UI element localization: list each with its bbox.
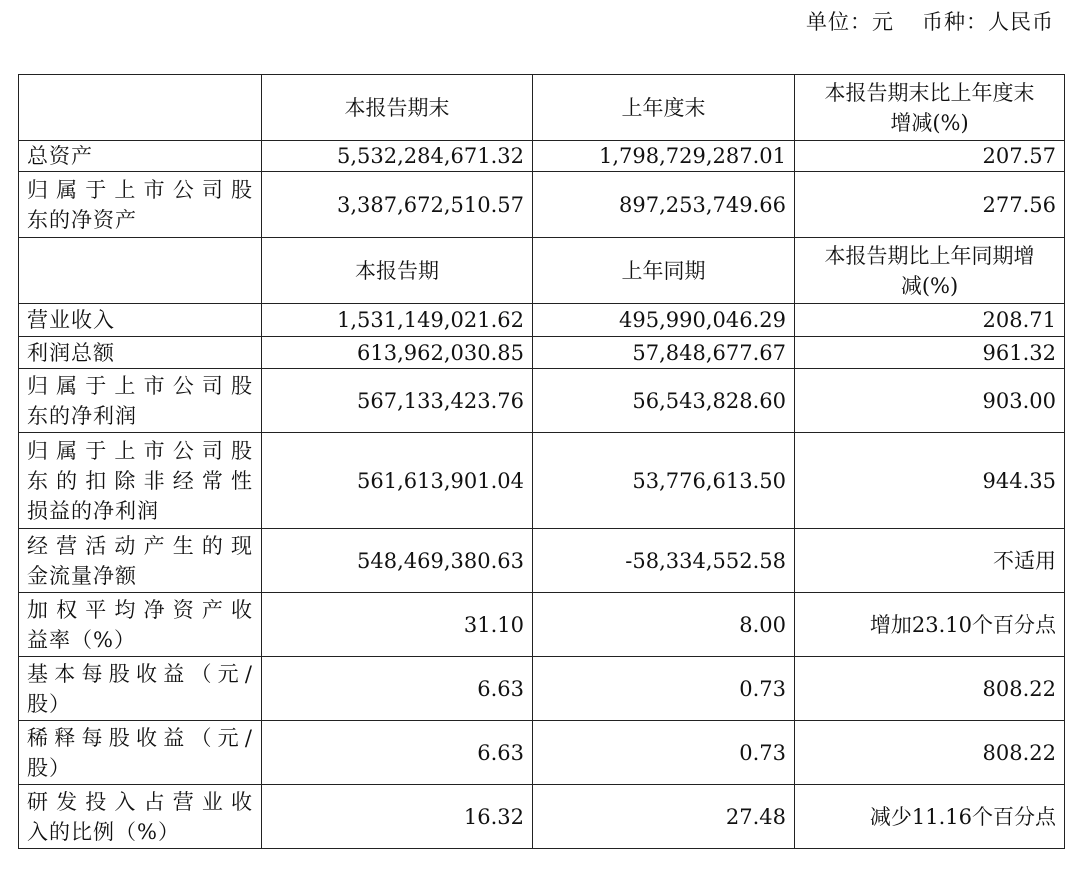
cell-previous: 897,253,749.66 <box>533 172 795 238</box>
cell-change: 增加23.10个百分点 <box>795 593 1065 657</box>
table-row <box>19 721 1065 785</box>
row-label-line: 股） <box>27 691 71 716</box>
row-label-line: 基本每股收益（元/ <box>27 661 253 686</box>
cell-change: 808.22 <box>795 657 1065 721</box>
row-label-line: 经营活动产生的现 <box>27 533 253 558</box>
row-label-line: 研发投入占营业收 <box>27 789 253 814</box>
cell-current: 1,531,149,021.62 <box>262 304 533 337</box>
cell-previous: 0.73 <box>533 721 795 785</box>
cell-current: 6.63 <box>262 721 533 785</box>
row-label-line: 金流量净额 <box>27 563 137 588</box>
cell-previous: 53,776,613.50 <box>533 433 795 529</box>
cell-change: 944.35 <box>795 433 1065 529</box>
cell-previous: 56,543,828.60 <box>533 369 795 433</box>
header-prior-period: 上年同期 <box>533 238 795 304</box>
table-header-row <box>19 75 1065 141</box>
row-label-line: 归属于上市公司股 <box>27 438 253 463</box>
header-change-line-2: 减(%) <box>900 273 959 298</box>
cell-current: 6.63 <box>262 657 533 721</box>
row-label-line: 损益的净利润 <box>27 498 159 523</box>
row-label <box>19 304 262 337</box>
cell-previous: 495,990,046.29 <box>533 304 795 337</box>
row-label-line: 利润总额 <box>27 340 115 365</box>
table-header-row <box>19 238 1065 304</box>
header-prior-year-end: 上年度末 <box>533 75 795 141</box>
row-label-line: 归属于上市公司股 <box>27 373 253 398</box>
row-label <box>19 529 262 593</box>
row-label-line: 营业收入 <box>27 308 115 332</box>
table-row <box>19 657 1065 721</box>
cell-current: 561,613,901.04 <box>262 433 533 529</box>
cell-change: 903.00 <box>795 369 1065 433</box>
cell-current: 5,532,284,671.32 <box>262 141 533 172</box>
cell-current: 613,962,030.85 <box>262 337 533 369</box>
header-empty-cell <box>19 238 262 304</box>
header-change-line-2: 增减(%) <box>890 110 969 135</box>
row-label-line: 东的净利润 <box>27 403 137 428</box>
table-row <box>19 593 1065 657</box>
header-change-line-1: 本报告期比上年同期增 <box>824 243 1035 268</box>
row-label <box>19 172 262 238</box>
table-row <box>19 337 1065 369</box>
cell-change: 277.56 <box>795 172 1065 238</box>
row-label <box>19 785 262 849</box>
unit-label: 单位：元 <box>806 10 894 34</box>
cell-previous: 57,848,677.67 <box>533 337 795 369</box>
row-label <box>19 433 262 529</box>
header-period-end: 本报告期末 <box>262 75 533 141</box>
cell-current: 567,133,423.76 <box>262 369 533 433</box>
table-row <box>19 369 1065 433</box>
row-label-line: 加权平均净资产收 <box>27 597 253 622</box>
header-change-percent <box>795 238 1065 304</box>
table-row <box>19 529 1065 593</box>
cell-current: 31.10 <box>262 593 533 657</box>
row-label <box>19 337 262 369</box>
row-label-line: 入的比例（%） <box>27 819 180 844</box>
cell-change: 808.22 <box>795 721 1065 785</box>
currency-label: 币种：人民币 <box>922 10 1054 34</box>
table-row <box>19 433 1065 529</box>
cell-previous: 1,798,729,287.01 <box>533 141 795 172</box>
table-row <box>19 785 1065 849</box>
financial-summary-table <box>18 74 1065 849</box>
cell-change: 208.71 <box>795 304 1065 337</box>
row-label-line: 总资产 <box>27 144 93 168</box>
row-label-line: 益率（%） <box>27 627 136 652</box>
row-label <box>19 721 262 785</box>
row-label <box>19 657 262 721</box>
table-row <box>19 304 1065 337</box>
header-period: 本报告期 <box>262 238 533 304</box>
row-label <box>19 141 262 172</box>
table-row <box>19 141 1065 172</box>
table-row <box>19 172 1065 238</box>
row-label-line: 股） <box>27 755 71 780</box>
cell-change: 961.32 <box>795 337 1065 369</box>
cell-current: 16.32 <box>262 785 533 849</box>
row-label-line: 东的扣除非经常性 <box>27 468 253 493</box>
cell-previous: -58,334,552.58 <box>533 529 795 593</box>
cell-previous: 27.48 <box>533 785 795 849</box>
cell-current: 3,387,672,510.57 <box>262 172 533 238</box>
header-change-line-1: 本报告期末比上年度末 <box>824 80 1035 105</box>
unit-currency-note <box>806 6 1054 36</box>
row-label-line: 稀释每股收益（元/ <box>27 725 253 750</box>
cell-change: 不适用 <box>795 529 1065 593</box>
row-label <box>19 369 262 433</box>
row-label-line: 归属于上市公司股 <box>27 177 253 202</box>
row-label-line: 东的净资产 <box>27 207 137 232</box>
cell-previous: 8.00 <box>533 593 795 657</box>
header-empty-cell <box>19 75 262 141</box>
cell-previous: 0.73 <box>533 657 795 721</box>
cell-change: 减少11.16个百分点 <box>795 785 1065 849</box>
row-label <box>19 593 262 657</box>
cell-change: 207.57 <box>795 141 1065 172</box>
cell-current: 548,469,380.63 <box>262 529 533 593</box>
header-change-percent <box>795 75 1065 141</box>
